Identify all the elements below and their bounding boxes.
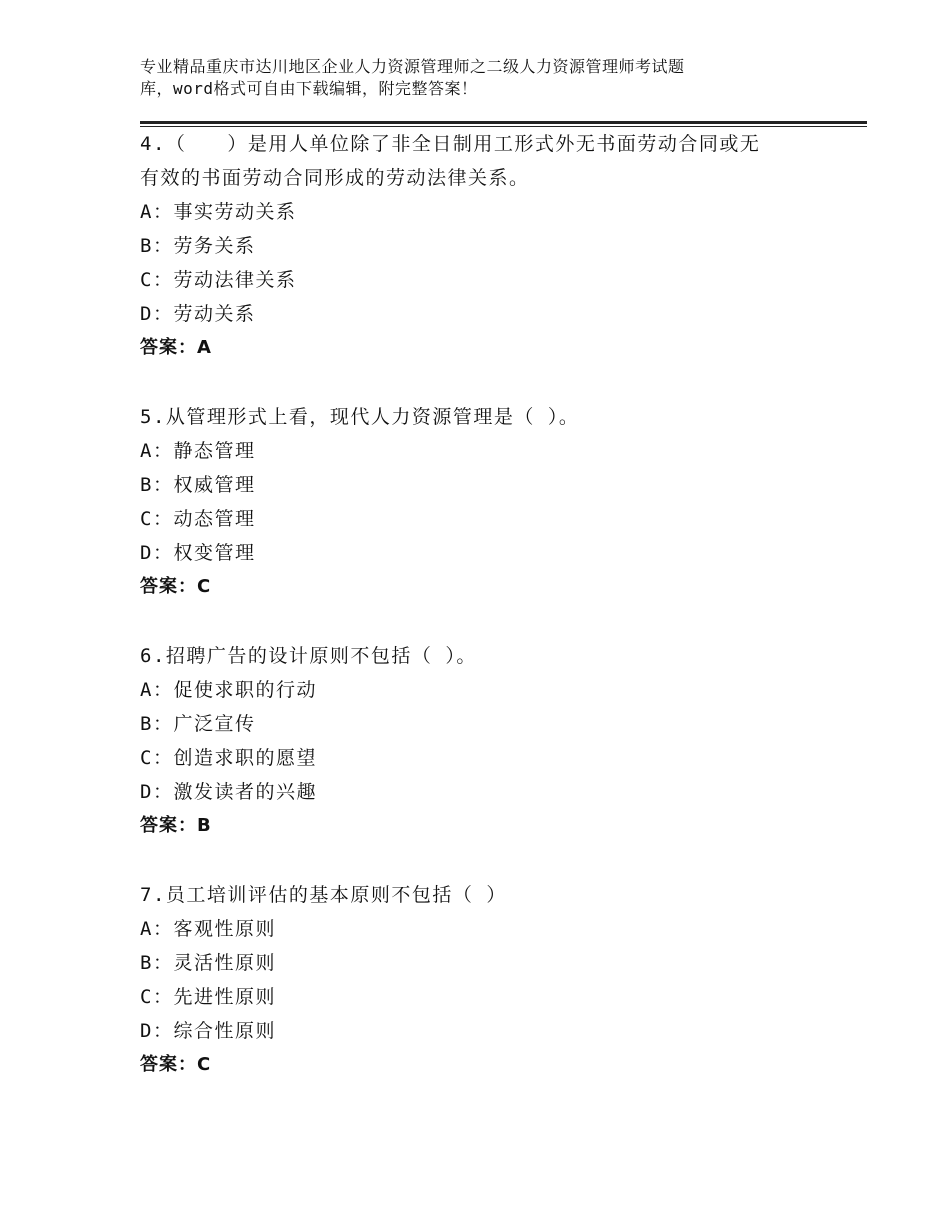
answer-label: 答案：B [140, 815, 212, 836]
option-b: B：广泛宣传 [140, 713, 256, 735]
question-stem-line-1: 4.（ ）是用人单位除了非全日制用工形式外无书面劳动合同或无 [140, 133, 761, 155]
header-title-line-2: 库，word格式可自由下载编辑，附完整答案！ [140, 79, 478, 98]
question-7 [140, 878, 840, 1082]
option-d: D：综合性原则 [140, 1020, 276, 1042]
question-stem-line-2: 有效的书面劳动合同形成的劳动法律关系。 [140, 167, 530, 189]
option-d: D：权变管理 [140, 542, 256, 564]
option-c: C：先进性原则 [140, 986, 276, 1008]
question-6 [140, 639, 840, 843]
option-d: D：激发读者的兴趣 [140, 781, 317, 803]
option-c: C：动态管理 [140, 508, 256, 530]
option-b: B：劳务关系 [140, 235, 256, 257]
answer-label: 答案：C [140, 1054, 212, 1075]
header-title-line-1: 专业精品重庆市达川地区企业人力资源管理师之二级人力资源管理师考试题 [140, 57, 685, 76]
document-header [140, 56, 820, 100]
option-a: A：促使求职的行动 [140, 679, 317, 701]
option-b: B：权威管理 [140, 474, 256, 496]
option-d: D：劳动关系 [140, 303, 256, 325]
option-c: C：劳动法律关系 [140, 269, 297, 291]
option-c: C：创造求职的愿望 [140, 747, 317, 769]
question-stem-line-1: 5.从管理形式上看，现代人力资源管理是（ ）。 [140, 406, 580, 428]
question-5 [140, 400, 840, 604]
question-stem-line-1: 7.员工培训评估的基本原则不包括（ ） [140, 884, 507, 906]
question-4 [140, 127, 840, 365]
option-a: A：事实劳动关系 [140, 201, 297, 223]
answer-label: 答案：A [140, 337, 212, 358]
option-a: A：静态管理 [140, 440, 256, 462]
option-b: B：灵活性原则 [140, 952, 276, 974]
option-a: A：客观性原则 [140, 918, 276, 940]
answer-label: 答案：C [140, 576, 212, 597]
header-divider-thick [140, 121, 867, 124]
question-stem-line-1: 6.招聘广告的设计原则不包括（ ）。 [140, 645, 477, 667]
